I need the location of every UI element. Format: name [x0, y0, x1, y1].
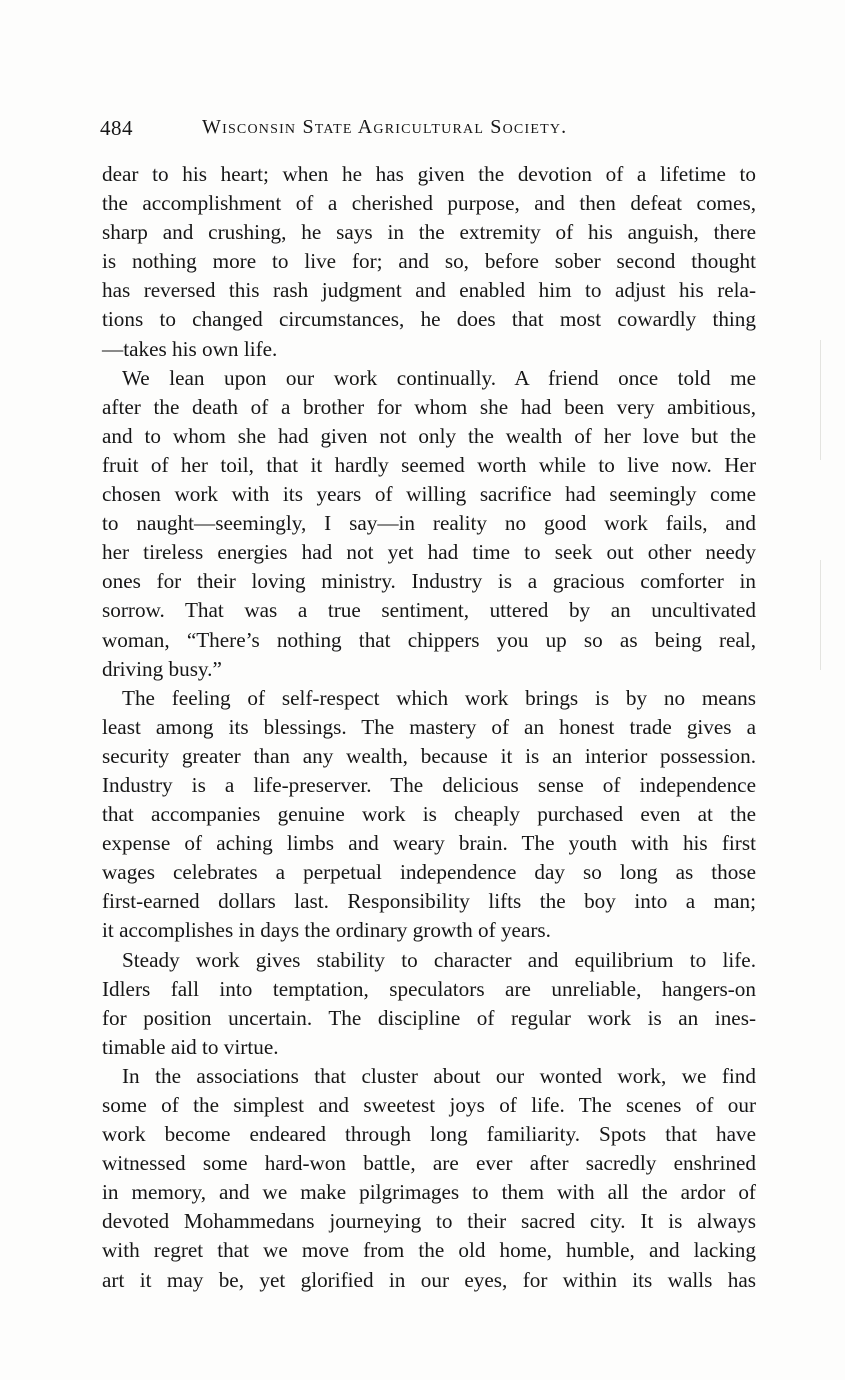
text-line: woman, “There’s nothing that chippers you up so as being real,	[102, 627, 756, 652]
text-line: timable aid to virtue.	[102, 1034, 279, 1059]
text-line: the accomplishment of a cherished purpose, and then defeat comes,	[102, 191, 756, 216]
text-line: first-earned dollars last. Responsibility lifts the boy into a man;	[102, 889, 756, 914]
text-line: has reversed this rash judgment and enabled him to adjust his rela-	[102, 278, 756, 303]
text-line: security greater than any wealth, because it is an interior possession.	[102, 743, 756, 768]
text-line: The feeling of self-respect which work brings is by no means	[122, 685, 756, 710]
text-line: sharp and crushing, he says in the extremity of his anguish, there	[102, 220, 756, 245]
text-line: witnessed some hard-won battle, are ever after sacredly enshrined	[102, 1151, 756, 1176]
text-line: is nothing more to live for; and so, before sober second thought	[102, 249, 756, 274]
paragraph	[102, 684, 756, 946]
page-number: 484	[100, 116, 133, 140]
text-line: for position uncertain. The discipline of regular work is an ines-	[102, 1005, 756, 1030]
text-line: it accomplishes in days the ordinary growth of years.	[102, 918, 551, 943]
scan-edge-mark	[820, 340, 821, 460]
text-line: wages celebrates a perpetual independence day so long as those	[102, 860, 756, 885]
text-line: and to whom she had given not only the wealth of her love but the	[102, 423, 756, 448]
text-line: that accompanies genuine work is cheaply purchased even at the	[102, 802, 756, 827]
text-line: after the death of a brother for whom she had been very ambitious,	[102, 394, 756, 419]
text-line: devoted Mohammedans journeying to their sacred city. It is always	[102, 1209, 756, 1234]
text-line: We lean upon our work continually. A friend once told me	[122, 365, 756, 390]
scan-edge-mark	[820, 560, 821, 670]
text-line: Steady work gives stability to character and equilibrium to life.	[122, 947, 756, 972]
text-line: work become endeared through long familiarity. Spots that have	[102, 1122, 756, 1147]
text-line: to naught—seemingly, I say—in reality no good work fails, and	[102, 511, 756, 536]
text-line: —takes his own life.	[102, 336, 278, 361]
text-line: fruit of her toil, that it hardly seemed worth while to live now. Her	[102, 452, 756, 477]
text-line: Idlers fall into temptation, speculators are unreliable, hangers-on	[102, 976, 756, 1001]
text-line: expense of aching limbs and weary brain. The youth with his first	[102, 831, 756, 856]
text-line: Industry is a life-preserver. The delicious sense of independence	[102, 772, 756, 797]
text-line: sorrow. That was a true sentiment, uttered by an uncultivated	[102, 598, 756, 623]
paragraph	[102, 1062, 756, 1295]
text-line: chosen work with its years of willing sacrifice had seemingly come	[102, 482, 756, 507]
text-line: least among its blessings. The mastery of an honest trade gives a	[102, 714, 756, 739]
text-line: in memory, and we make pilgrimages to them with all the ardor of	[102, 1180, 756, 1205]
text-line: dear to his heart; when he has given the devotion of a lifetime to	[102, 162, 756, 186]
paragraph	[102, 364, 756, 684]
text-line: In the associations that cluster about our wonted work, we find	[122, 1063, 756, 1088]
text-line: her tireless energies had not yet had time to seek out other needy	[102, 540, 756, 565]
running-head: Wisconsin State Agricultural Society.	[202, 116, 568, 138]
text-line: tions to changed circumstances, he does that most cowardly thing	[102, 307, 756, 332]
text-line: art it may be, yet glorified in our eyes, for within its walls has	[102, 1267, 756, 1292]
text-line: ones for their loving ministry. Industry is a gracious comforter in	[102, 569, 756, 594]
body-text	[102, 160, 756, 1295]
text-line: driving busy.”	[102, 656, 222, 681]
page-header	[100, 116, 760, 146]
text-line: some of the simplest and sweetest joys of life. The scenes of our	[102, 1093, 756, 1117]
paragraph	[102, 946, 756, 1062]
paragraph	[102, 160, 756, 364]
text-line: with regret that we move from the old home, humble, and lacking	[102, 1238, 756, 1263]
